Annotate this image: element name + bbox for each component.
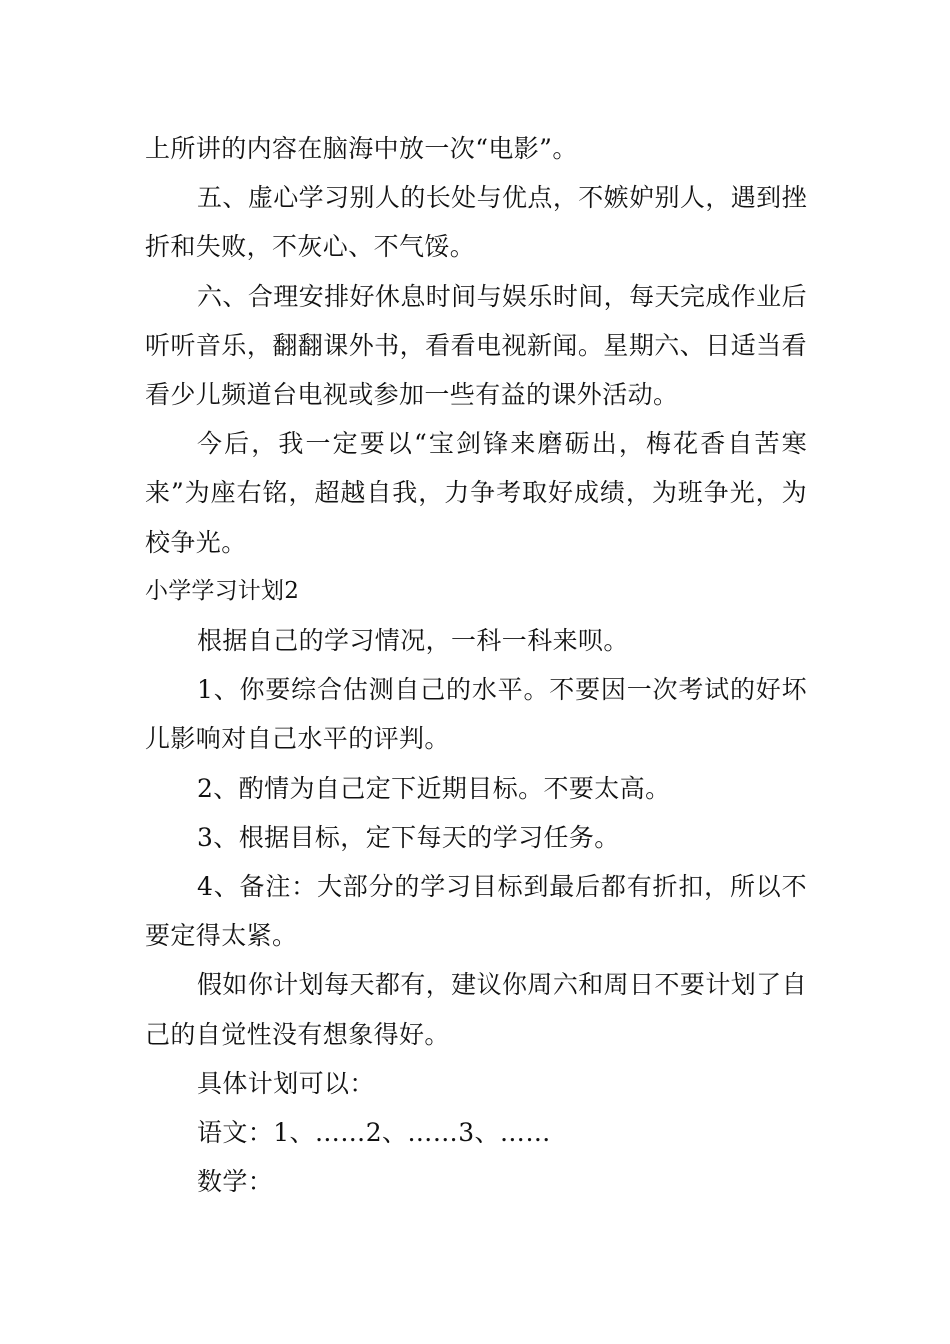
paragraph-conclusion: 今后，我一定要以“宝剑锋来磨砺出，梅花香自苦寒来”为座右铭，超越自我，力争考取好成绩，为班争光，为校争光。 — [145, 429, 807, 557]
paragraph-step-4: 4、备注：大部分的学习目标到最后都有折扣，所以不要定得太紧。 — [145, 872, 807, 951]
section-heading: 小学学习计划2 — [145, 577, 300, 604]
document-body — [145, 124, 807, 1206]
paragraph-step-2: 2、酌情为自己定下近期目标。不要太高。 — [197, 773, 671, 803]
paragraph-step-1: 1、你要综合估测自己的水平。不要因一次考试的好坏儿影响对自己水平的评判。 — [145, 675, 807, 754]
paragraph-intro: 根据自己的学习情况，一科一科来呗。 — [197, 626, 629, 656]
paragraph-continuation: 上所讲的内容在脑海中放一次“电影”。 — [145, 134, 578, 163]
paragraph-item-six: 六、合理安排好休息时间与娱乐时间，每天完成作业后听听音乐，翻翻课外书，看看电视新闻。星期六、日适当看看少儿频道台电视或参加一些有益的课外活动。 — [145, 281, 807, 410]
paragraph-step-3: 3、根据目标，定下每天的学习任务。 — [197, 822, 620, 852]
paragraph-math-plan: 数学： — [197, 1167, 274, 1197]
paragraph-plan-intro: 具体计划可以： — [197, 1068, 375, 1098]
paragraph-weekend-advice: 假如你计划每天都有，建议你周六和周日不要计划了自己的自觉性没有想象得好。 — [145, 970, 807, 1049]
paragraph-chinese-plan: 语文：1、……2、……3、…… — [197, 1118, 551, 1148]
paragraph-item-five: 五、虚心学习别人的长处与优点，不嫉妒别人，遇到挫折和失败，不灰心、不气馁。 — [145, 183, 807, 262]
